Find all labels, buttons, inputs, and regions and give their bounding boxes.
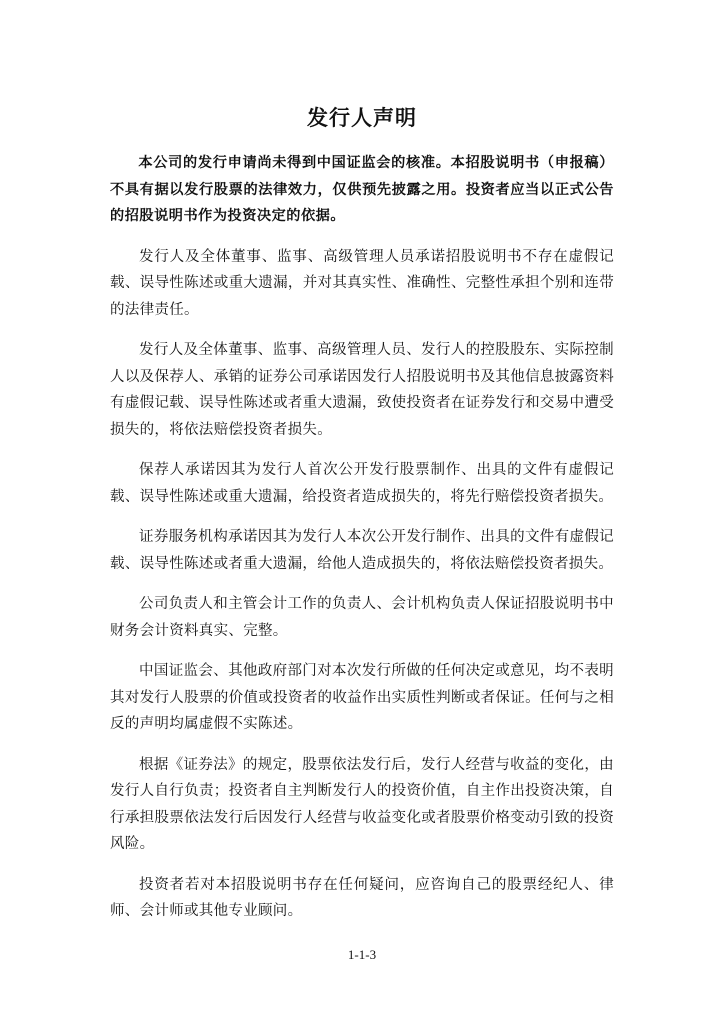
paragraph-board-commitment: 发行人及全体董事、监事、高级管理人员承诺招股说明书不存在虚假记载、误导性陈述或重大遗漏，并对其真实性、准确性、完整性承担个别和连带的法律责任。 <box>110 248 614 318</box>
paragraph-csrc-disclaimer: 中国证监会、其他政府部门对本次发行所做的任何决定或意见，均不表明其对发行人股票的价值或投资者的收益作出实质性判断或者保证。任何与之相反的声明均属虚假不实陈述。 <box>110 663 614 732</box>
statement-body <box>110 150 614 939</box>
paragraph-approval-notice: 本公司的发行申请尚未得到中国证监会的核准。本招股说明书（申报稿）不具有据以发行股票的法律效力，仅供预先披露之用。投资者应当以正式公告的招股说明书作为投资决定的依据。 <box>110 155 614 224</box>
paragraph-service-agency-commitment: 证券服务机构承诺因其为发行人本次公开发行制作、出具的文件有虚假记载、误导性陈述或者重大遗漏，给他人造成损失的，将依法赔偿投资者损失。 <box>110 529 614 572</box>
paragraph-consult-advisors: 投资者若对本招股说明书存在任何疑问，应咨询自己的股票经纪人、律师、会计师或其他专业顾问。 <box>110 876 614 919</box>
page-title: 发行人声明 <box>307 106 417 130</box>
page-number: 1-1-3 <box>347 947 377 962</box>
paragraph-investment-risk: 根据《证券法》的规定，股票依法发行后，发行人经营与收益的变化，由发行人自行负责；投资者自主判断发行人的投资价值，自主作出投资决策，自行承担股票依法发行后因发行人经营与收益变化或者股票价格变动引致的投资风险。 <box>110 756 614 852</box>
paragraph-financial-assurance: 公司负责人和主管会计工作的负责人、会计机构负责人保证招股说明书中财务会计资料真实、完整。 <box>110 596 614 639</box>
paragraph-compensation-commitment: 发行人及全体董事、监事、高级管理人员、发行人的控股股东、实际控制人以及保荐人、承销的证券公司承诺因发行人招股说明书及其他信息披露资料有虚假记载、误导性陈述或者重大遗漏，致使投资者在证券发行和交易中遭受损失的，将依法赔偿投资者损失。 <box>110 342 614 438</box>
paragraph-sponsor-commitment: 保荐人承诺因其为发行人首次公开发行股票制作、出具的文件有虚假记载、误导性陈述或重大遗漏，给投资者造成损失的，将先行赔偿投资者损失。 <box>110 462 614 505</box>
